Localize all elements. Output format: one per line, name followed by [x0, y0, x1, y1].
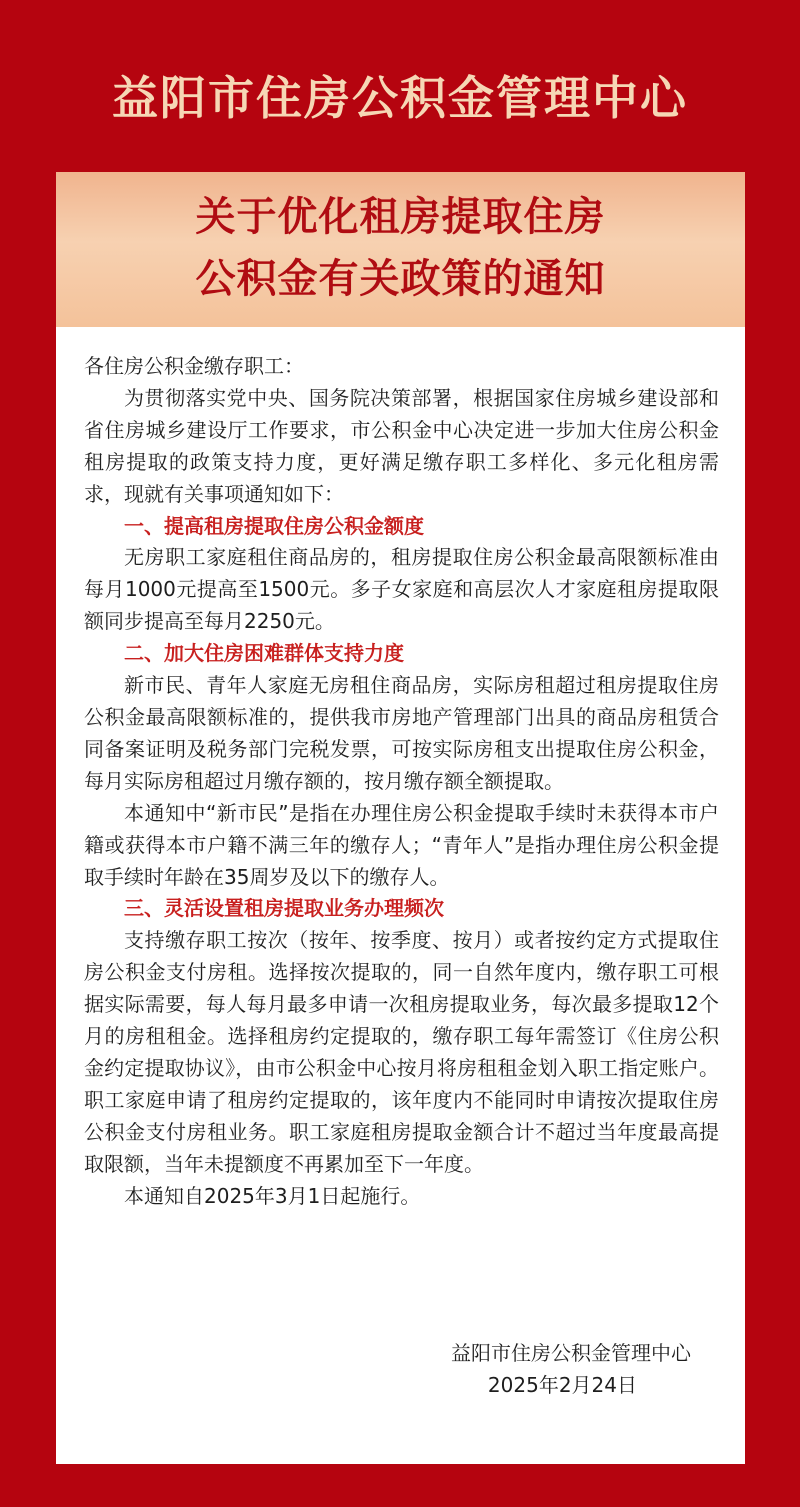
- section1-heading: 一、提高租房提取住房公积金额度: [124, 513, 424, 538]
- effective-date-paragraph: 本通知自2025年3月1日起施行。: [124, 1183, 421, 1208]
- notice-title-line1: 关于优化租房提取住房: [195, 194, 606, 240]
- header-org-title: 益阳市住房公积金管理中心: [112, 71, 688, 125]
- intro-paragraph: 为贯彻落实党中央、国务院决策部署，根据国家住房城乡建设部和省住房城乡建设厅工作要求，市公积金中心决定进一步加大住房公积金租房提取的政策支持力度，更好满足缴存职工多样化、多元化租房需求，现就有关事项通知如下：: [84, 385, 719, 506]
- section3-heading: 三、灵活设置租房提取业务办理频次: [124, 896, 444, 921]
- notice-card: [56, 172, 745, 1464]
- section1-paragraph: 无房职工家庭租住商品房的，租房提取住房公积金最高限额标准由每月1000元提高至1500元。多子女家庭和高层次人才家庭租房提取限额同步提高至每月2250元。: [84, 545, 719, 634]
- section2-heading: 二、加大住房困难群体支持力度: [124, 641, 404, 666]
- salutation: 各住房公积金缴存职工：: [84, 354, 304, 378]
- section3-paragraph: 支持缴存职工按次（按年、按季度、按月）或者按约定方式提取住房公积金支付房租。选择按次提取的，同一自然年度内，缴存职工可根据实际需要，每人每月最多申请一次租房提取业务，每次最多提取12个月的房租租金。选择租房约定提取的，缴存职工每年需签订《住房公积金约定提取协议》，由市公积金中心按月将房租租金划入职工指定账户。职工家庭申请了租房约定提取的，该年度内不能同时申请按次提取住房公积金支付房租业务。职工家庭租房提取金额合计不超过当年度最高提取限额，当年未提额度不再累加至下一年度。: [84, 928, 719, 1176]
- signature-org: 益阳市住房公积金管理中心: [451, 1341, 691, 1365]
- notice-body: [84, 351, 719, 1212]
- signature-date: 2025年2月24日: [487, 1373, 637, 1397]
- notice-title-line2: 公积金有关政策的通知: [195, 256, 606, 302]
- section2-paragraph-2: 本通知中“新市民”是指在办理住房公积金提取手续时未获得本市户籍或获得本市户籍不满三年的缴存人；“青年人”是指办理住房公积金提取手续时年龄在35周岁及以下的缴存人。: [84, 800, 719, 889]
- notice-title-banner: [56, 172, 745, 327]
- section2-paragraph-1: 新市民、青年人家庭无房租住商品房，实际房租超过租房提取住房公积金最高限额标准的，提供我市房地产管理部门出具的商品房租赁合同备案证明及税务部门完税发票，可按实际房租支出提取住房公积金，每月实际房租超过月缴存额的，按月缴存额全额提取。: [84, 673, 719, 793]
